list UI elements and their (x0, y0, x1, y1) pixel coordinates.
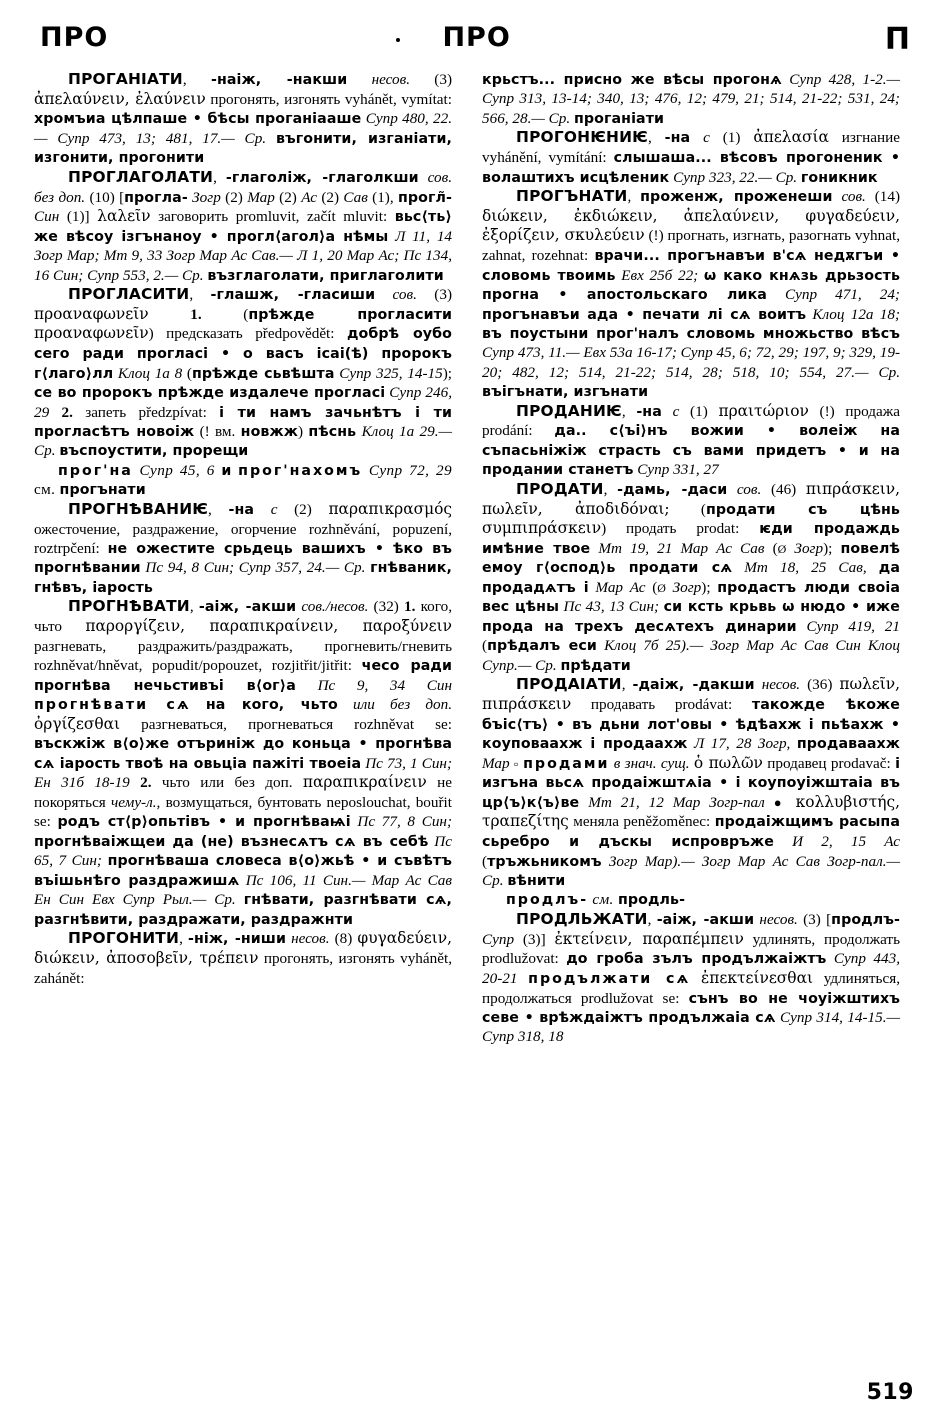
dictionary-entry: ПРОГАНІАТИ, -наіж, -накши несов. (3) ἀπελαύνειν, ἐλαύνειν прогонять, изгонять vyhánět, vymítat: хромъиа цѣлпаше • бѣсы проганіааше Супр 480, 22.— Супр 473, 13; 481, 17.— Ср. въгонити, изганіати, изгонити, прогонити (34, 70, 453, 167)
dictionary-entry: ПРОГЛАГОЛАТИ, -глаголіж, -глаголкши сов. без доп. (10) [прогла- Зогр (2) Мар (2) Ас (2) Сав (1), прогл̃- Син (1)] λαλεῖν заговорить promluvit, začít mluvit: вьс⟨ть⟩ же вѣсоу ізгънаноу • прогл⟨агол⟩а нѣмы Л 11, 14 Зогр Мар; Мт 9, 33 Зогр Мар Ас Сав.— Л 1, 20 Мар Ас; Пс 134, 16 Син; Супр 553, 2.— Ср. възглаголати, приглаголити (34, 167, 453, 284)
page-dot-mark (396, 38, 400, 42)
dictionary-entry: ПРОДАНИѤ, -на с (1) πραιτώριον (!) продажа prodání: да.. с⟨ъі⟩нъ вожии • волеіж на съпасьніжіж страсть съ вами придетъ • и на продании станетъ Супр 331, 27 (482, 401, 900, 479)
columns-container (34, 70, 916, 1360)
dictionary-entry: ПРОГЪНАТИ, проженж, проженеши сов. (14) διώκειν, ἐκδιώκειν, ἀπελαύνειν, φυγαδεύειν, ἐξορίζειν, σκυλεύειν (!) прогнать, изгнать, разогнать vyhnat, zahnat, rozehnat: врачи... прогънавъи в'сѧ недѫгъи • словомь твоимь Евх 25б 22; ѡ како кнѧзь дрьзость прогна • апостольскаго лика Супр 471, 24; прогънавъи ада • печати лі сѧ воитъ Клоц 12а 18; въ поустыни прог'налъ словомь множьство вѣсъ Супр 473, 11.— Евх 53а 16-17; Супр 45, 6; 72, 29; 197, 9; 329, 19-20; 482, 12; 514, 21-22; 514, 28; 518, 10; 554, 27.— Ср. въігънати, изгънати (482, 186, 901, 401)
dictionary-entry: ПРОДЛЬЖАТИ, -аіж, -акши несов. (3) [продлъ- Супр (3)] ἐκτείνειν, παραπέμπειν удлинять, продолжать prodlužovat: до гроба зълъ продължаіжтъ Супр 443, 20-21 продължати сѧ ἐπεκτείνεσθαι удлиняться, продолжаться prodlužovat se: сънъ во не чоуіжштихъ севе • врѣждаіжтъ продължаіа сѧ Супр 314, 14-15.— Супр 318, 18 (482, 909, 901, 1046)
dictionary-entry: ПРОГНѢВАНИѤ, -на с (2) παραπικρασμός ожесточение, раздражение, огорчение rozhněvání, popuzení, roztrpčení: не ожестите срьдець вашихъ • ѣко въ прогнѣвании Пс 94, 8 Син; Супр 357, 24.— Ср. гнѣваник, гнѣвъ, іарость (34, 499, 453, 596)
dictionary-entry: ПРОДАІАТИ, -даіж, -дакши несов. (36) πωλεῖν, πιπράσκειν продавать prodávat: такожде ѣкоже бъіс⟨тъ⟩ • въ дьни лот'овы • ѣдѣахж і пьѣахж • коуповаахж і продаахж Л 17, 28 Зогр, продаваахж Мар ▫ продами в знач. сущ. ὁ πωλῶν продавец prodavač: і изгъна вьсѧ продаіжштѧіа • і коупоуіжштаіа въ цр⟨ъ⟩к⟨ъ⟩ве Мт 21, 12 Мар Зогр-пал ● κολλυβιστής, τραπεζίτης меняла peněžoměnec: продаіжщимъ расыпа сьребро и дъскы испровръже И 2, 15 Ас (тръжьникомъ Зогр Мар).— Зогр Мар Ас Сав Зогр-пал.— Ср. вѣнити (482, 675, 901, 890)
cross-reference-entry: продлъ- см. продль- (506, 891, 686, 909)
running-head-right: П (884, 22, 910, 57)
running-head-left: ПРО (40, 22, 109, 53)
dictionary-entry: ПРОГНѢВАТИ, -аіж, -акши сов./несов. (32) 1. кого, чьто παροργίζειν, παραπικραίνειν, παροξύνειν разгневать, раздражить/раздражать, прогневить/гневить rozhněvat/hněvat, popudit/popouzet, rozjitřit/jitřit: чесо ради прогнѣва нечьстивъі в⟨ог⟩а Пс 9, 34 Син прогнѣвати сѧ на кого, чьто или без доп. ὀργίζεσθαι разгневаться, прогневаться rozhněvat se: въскжіж в⟨о⟩же отъриніж до коньца • прогнѣва сѧ іарость твоѣ на овьціа пажіті твоеіа Пс 73, 1 Син; Ен 31б 18-19 2. чьто или без доп. παραπικραίνειν не покоряться чему-л., возмущаться, бунтовать neposlouchat, bouřit se: родъ ст⟨р⟩опьтівъ • и прогнѣваѩі Пс 77, 8 Син; прогнѣваіжщеи да (не) възнесѧтъ сѧ въ себѣ Пс 65, 7 Син; прогнѣваша словеса в⟨о⟩жьѣ • и съвѣтъ въішьнѣго раздражишѧ Пс 106, 11 Син.— Мар Ас Сав Ен Син Евх Супр Рыл.— Ср. гнѣвати, разгнѣвати сѧ, разгнѣвити, раздражати, раздражнти (34, 597, 453, 928)
left-column (34, 70, 452, 1360)
right-column (482, 70, 900, 1360)
running-head (34, 22, 916, 66)
dictionary-entry: ПРОГОНѤНИѤ, -на с (1) ἀπελασία изгнание vyhánění, vymítání: слышаша... вѣсовъ прогоненик • волаштихъ исцѣленик Супр 323, 22.— Ср. гоникник (482, 128, 901, 186)
entry-continuation: крьстъ... присно же вѣсы прогонѧ Супр 428, 1-2.— Супр 313, 13-14; 340, 13; 476, 12; 479, 21; 514, 21-22; 531, 24; 566, 28.— Ср. проганіати (482, 71, 901, 127)
running-head-center: ПРО (442, 22, 511, 53)
dictionary-entry: ПРОДАТИ, -дамь, -даси сов. (46) πιπράσκειν, πωλεῖν, ἀποδιδόναι; (продати съ цѣнь συμπιπράσκειν) продать prodat: ѥди продаждь имѣние твое Мт 19, 21 Мар Ас Сав (Ø Зогр); повелѣ емоу г⟨оспод⟩ь продати сѧ Мт 18, 25 Сав, да продадѧтъ і Мар Ас (Ø Зогр); продастъ люди своіа вес цѣны Пс 43, 13 Син; си ксть крьвь ѡ нюдо • иже прода на трехъ десѧтехъ динарии Супр 419, 21 (прѣдалъ еси Клоц 7б 25).— Зогр Мар Ас Сав Син Клоц Супр.— Ср. прѣдати (482, 479, 901, 674)
dictionary-entry: ПРОГОНИТИ, -ніж, -ниши несов. (8) φυγαδεύειν, διώκειν, ἀποσοβεῖν, τρέπειν прогонять, изгонять vyhánět, zahánět: (34, 929, 452, 987)
cross-reference-entry: прог'на Супр 45, 6 и прог'нахомъ Супр 72, 29 см. прогънати (34, 461, 453, 499)
dictionary-entry: ПРОГЛАСИТИ, -глашж, -гласиши сов. (3) προαναφωνεῖν 1. (прѣжде прогласити προαναφωνεῖν) предсказать předpovědět: добрѣ оубо сего ради прогласі • о васъ ісаі(ѣ) пророкъ г⟨лаго⟩лл Клоц 1а 8 (прѣжде сьвѣшта Супр 325, 14-15); се во пророкъ прѣжде издалече прогласі Супр 246, 29 2. запеть předzpívat: і ти намъ зачьнѣтъ і ти прогласѣтъ новоіж (! вм. новжж) пѣснь Клоц 1а 29.— Ср. въспоустити, прорещи (34, 285, 453, 460)
page-number: 519 (866, 1380, 914, 1405)
